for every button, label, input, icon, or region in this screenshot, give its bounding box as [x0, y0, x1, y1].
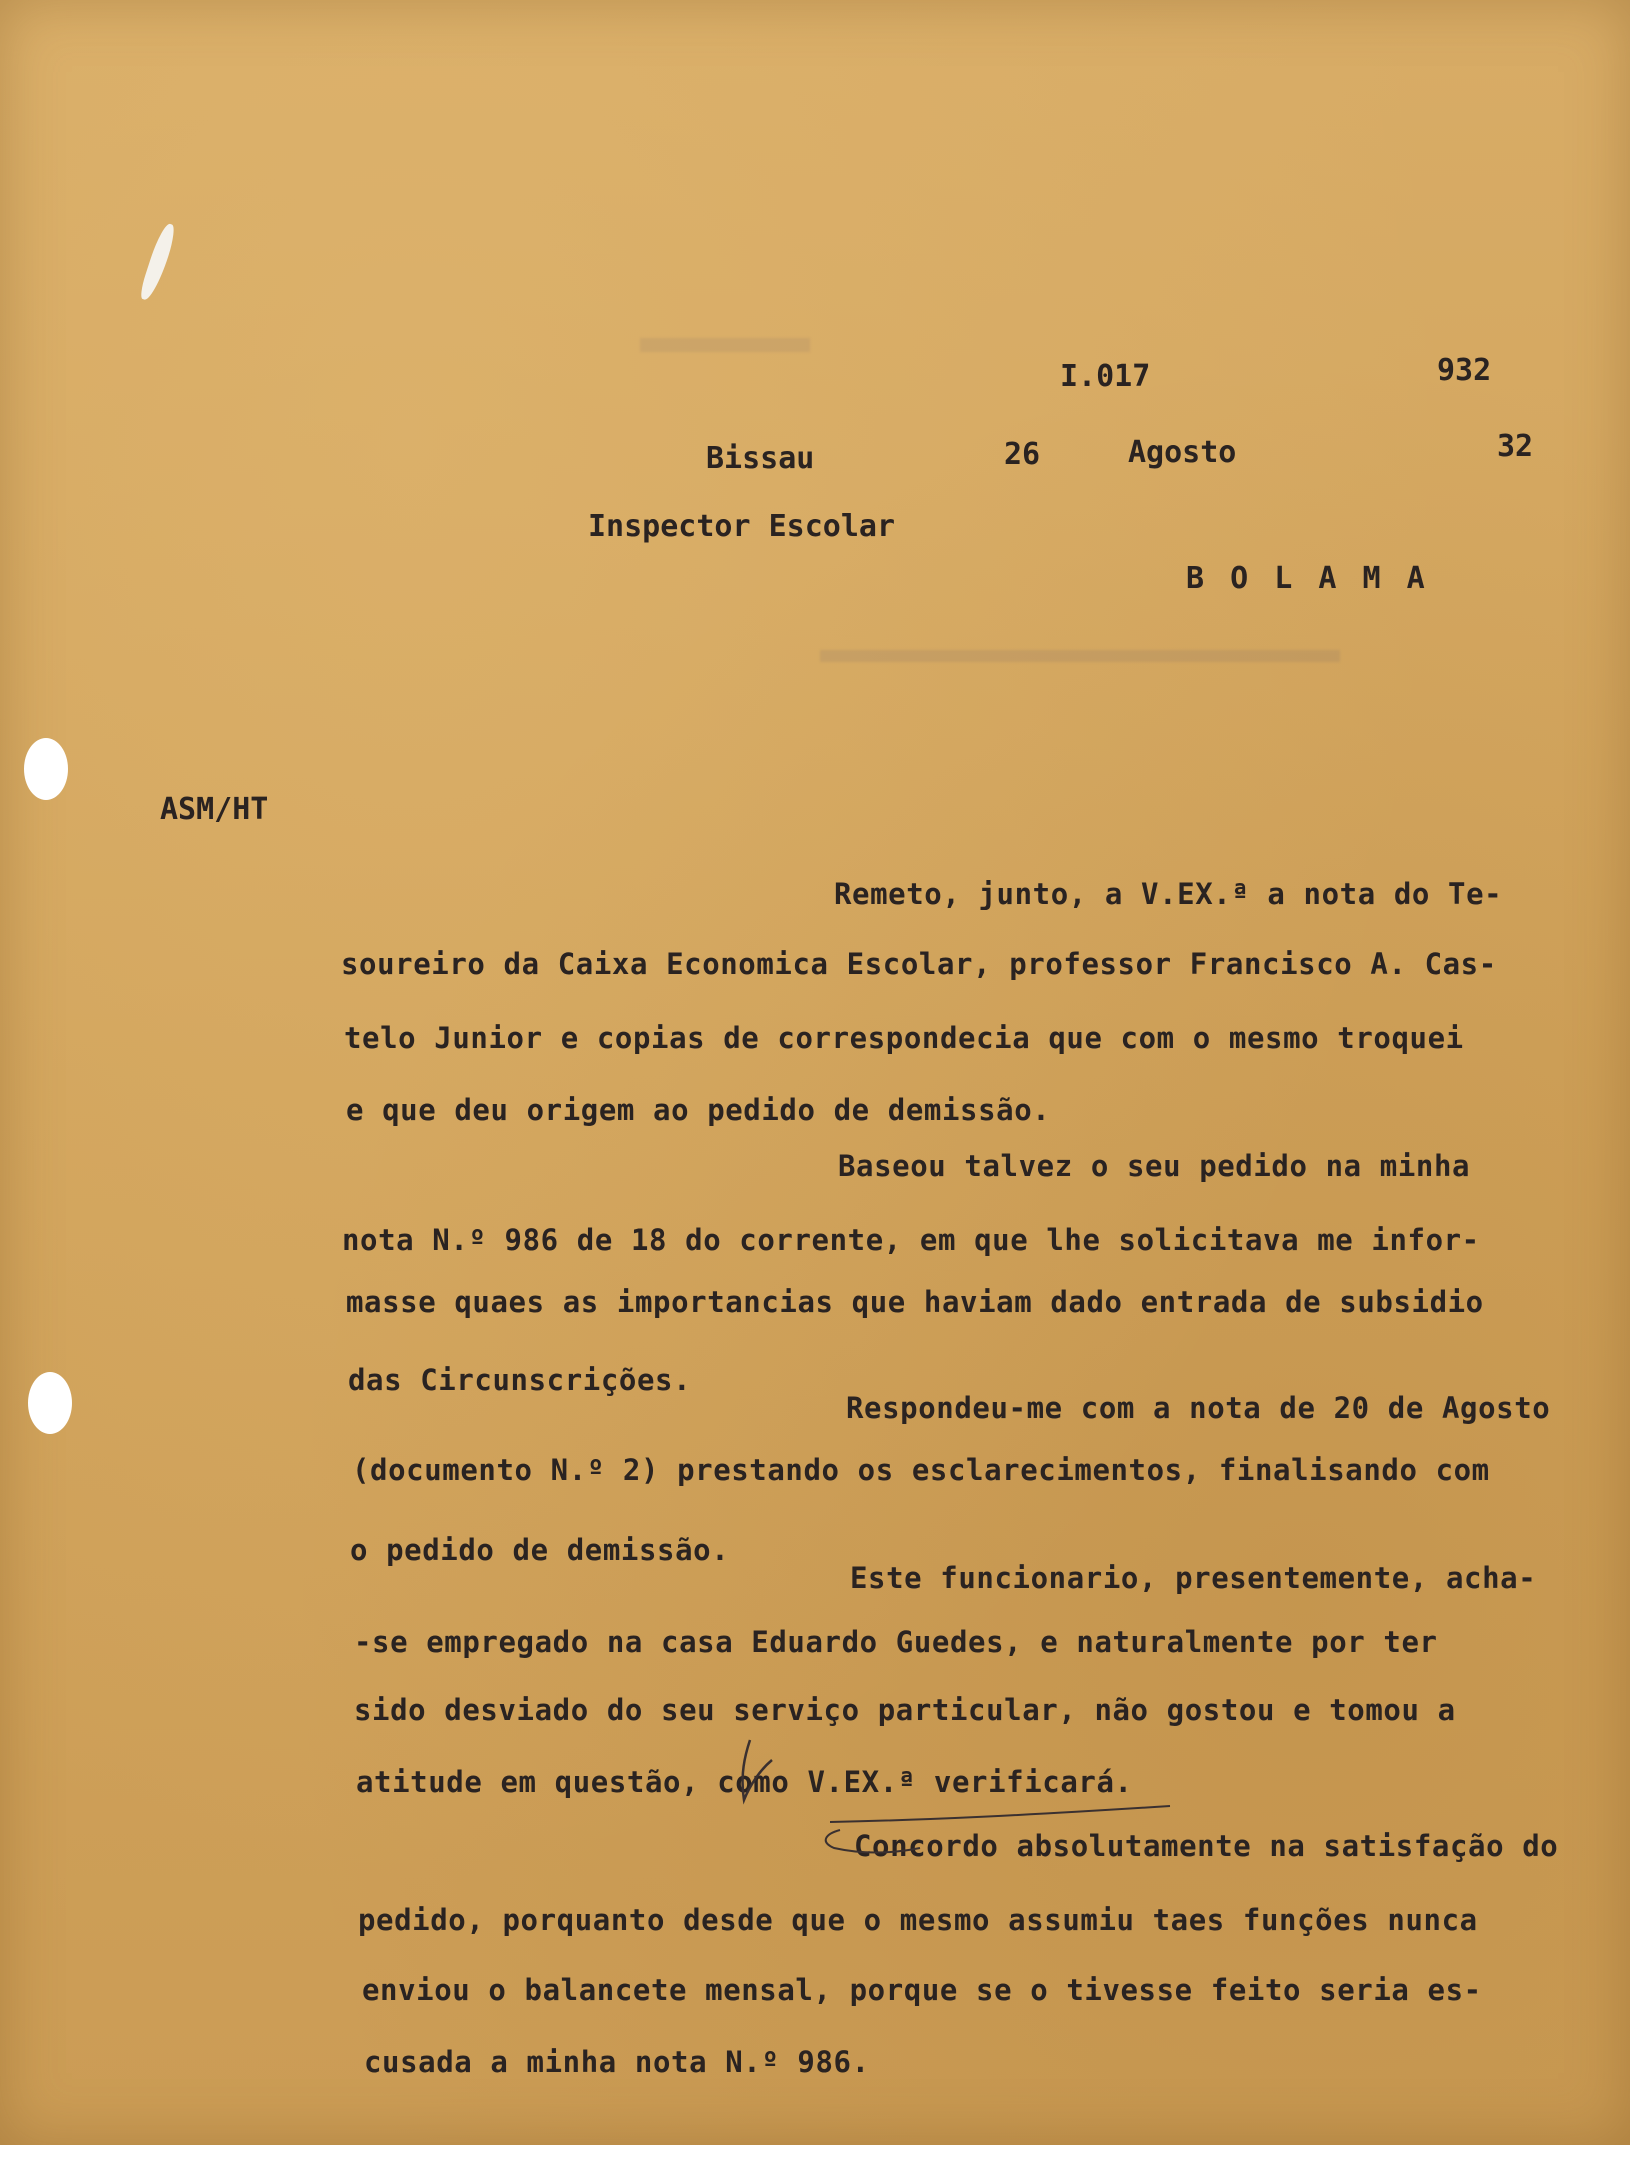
body-line-16: Concordo absolutamente na satisfação do [854, 1829, 1559, 1863]
body-line-17: pedido, porquanto desde que o mesmo assumiu taes funções nunca [358, 1903, 1478, 1937]
show-through-band-2 [640, 338, 810, 352]
body-line-15: atitude em questão, como V.EX.ª verificará. [356, 1765, 1133, 1799]
recipient: Inspector Escolar [588, 509, 896, 544]
body-line-19: cusada a minha nota N.º 986. [364, 2045, 870, 2079]
body-line-8: das Circunscrições. [348, 1363, 692, 1397]
punch-hole-top [24, 738, 68, 800]
body-line-18: enviou o balancete mensal, porque se o tivesse feito seria es- [362, 1973, 1482, 2007]
body-line-12: Este funcionario, presentemente, acha- [850, 1561, 1537, 1595]
paper-tear [138, 221, 178, 302]
handwritten-correction-mark [730, 1730, 1200, 1860]
body-line-9: Respondeu-me com a nota de 20 de Agosto [846, 1391, 1551, 1425]
city: Bissau [706, 441, 815, 476]
body-line-13: -se empregado na casa Eduardo Guedes, e naturalmente por ter [354, 1625, 1438, 1659]
body-line-5: Baseou talvez o seu pedido na minha [838, 1149, 1471, 1183]
body-line-6: nota N.º 986 de 18 do corrente, em que lhe solicitava me infor- [342, 1223, 1480, 1257]
show-through-band-1 [820, 650, 1340, 662]
body-line-11: o pedido de demissão. [350, 1533, 730, 1567]
body-line-14: sido desviado do seu serviço particular, não gostou e tomou a [354, 1693, 1456, 1727]
destination: B O L A M A [1186, 561, 1429, 596]
document-year: 932 [1437, 353, 1492, 388]
date-short-year: 32 [1497, 429, 1534, 464]
document-number: I.017 [1060, 359, 1151, 394]
date-month: Agosto [1128, 435, 1237, 470]
body-line-2: soureiro da Caixa Economica Escolar, professor Francisco A. Cas- [341, 947, 1497, 981]
punch-hole-bottom [28, 1372, 72, 1434]
body-line-3: telo Junior e copias de correspondecia que com o mesmo troquei [344, 1021, 1464, 1055]
body-line-1: Remeto, junto, a V.EX.ª a nota do Te- [834, 877, 1503, 911]
body-line-10: (documento N.º 2) prestando os esclarecimentos, finalisando com [352, 1453, 1490, 1487]
reference-initials: ASM/HT [160, 792, 269, 827]
date-day: 26 [1004, 437, 1041, 472]
body-line-7: masse quaes as importancias que haviam dado entrada de subsidio [346, 1285, 1484, 1319]
body-line-4: e que deu origem ao pedido de demissão. [346, 1093, 1051, 1127]
